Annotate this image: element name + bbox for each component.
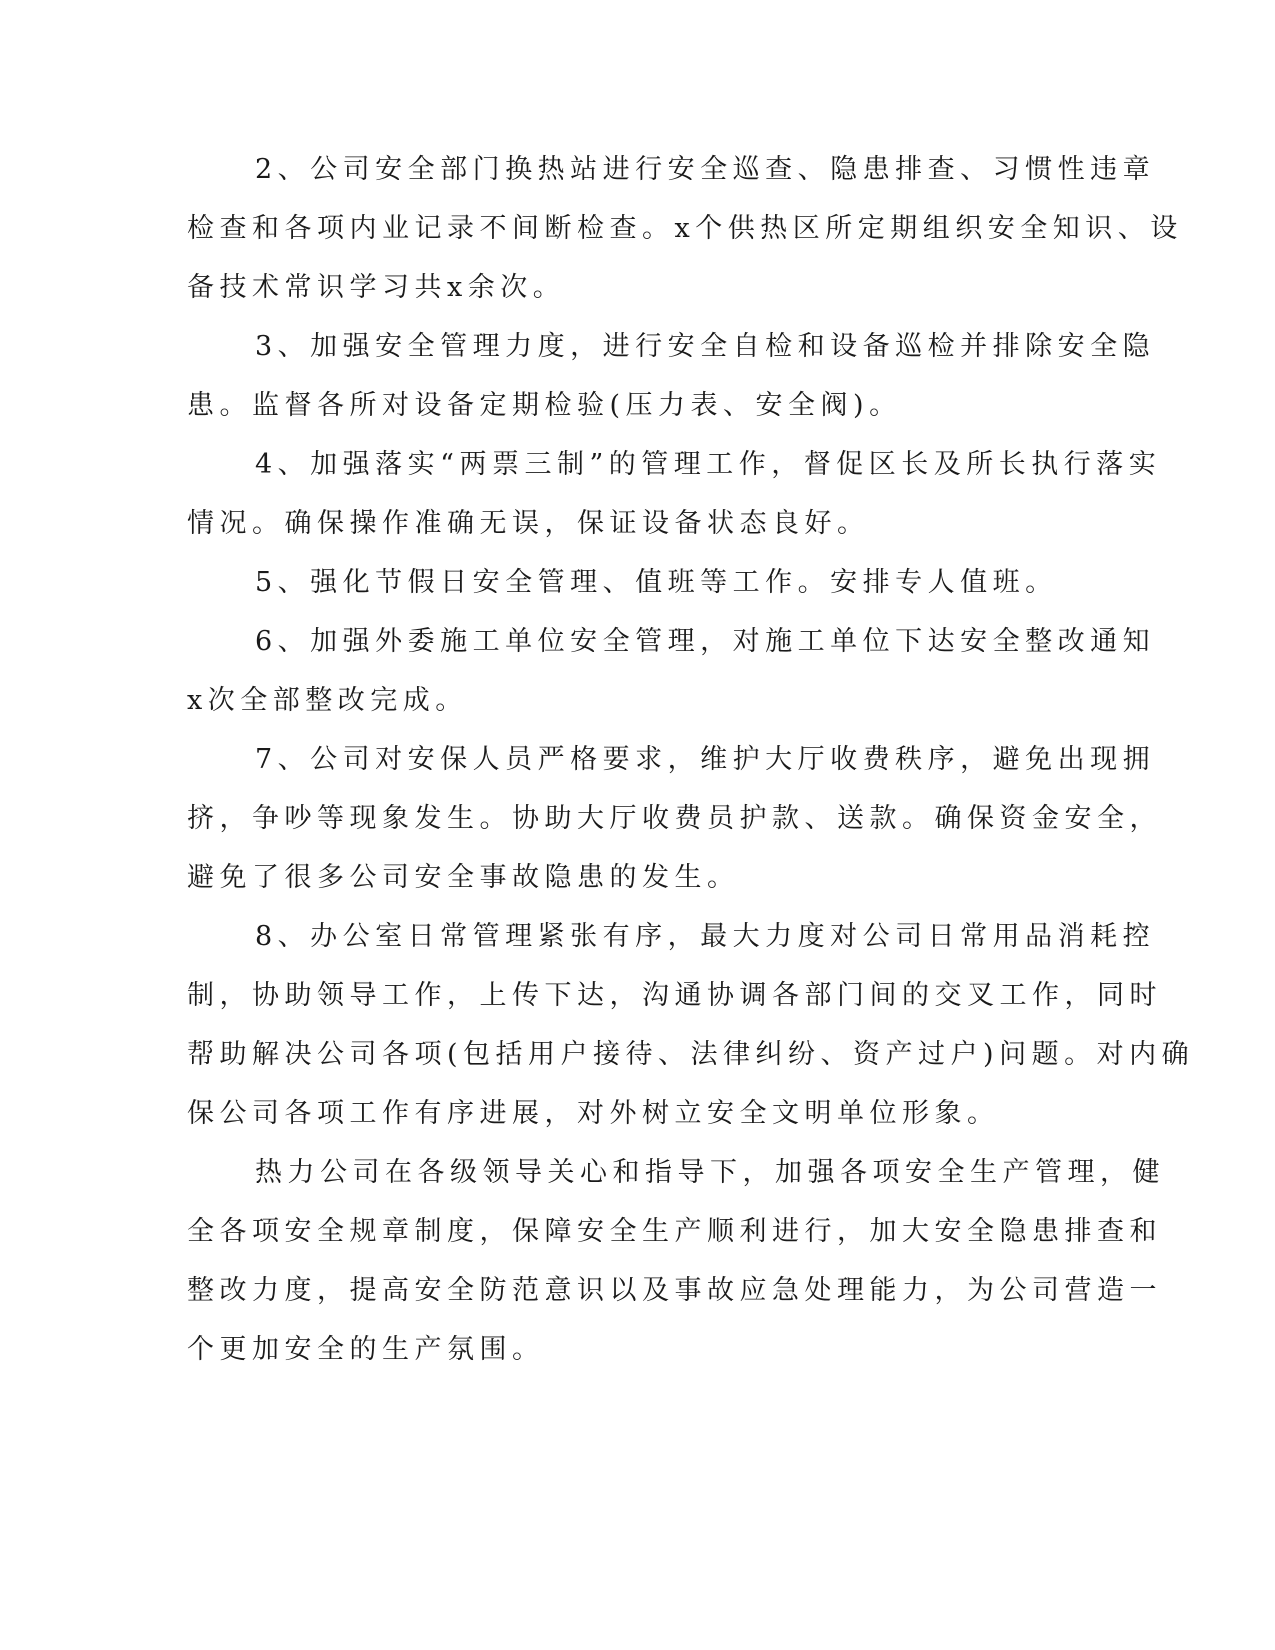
text-line: 患。监督各所对设备定期检验(压力表、安全阀)。 [187, 390, 902, 421]
text-line: x次全部整改完成。 [187, 685, 468, 716]
text-line: 热力公司在各级领导关心和指导下，加强各项安全生产管理，健 [255, 1157, 1165, 1188]
text-line: 备技术常识学习共x余次。 [187, 272, 566, 303]
text-line: 全各项安全规章制度，保障安全生产顺利进行，加大安全隐患排查和 [187, 1216, 1162, 1247]
text-line: 个更加安全的生产氛围。 [187, 1334, 545, 1365]
text-line: 制，协助领导工作，上传下达，沟通协调各部门间的交叉工作，同时 [187, 980, 1162, 1011]
text-line: 6、加强外委施工单位安全管理，对施工单位下达安全整改通知 [255, 626, 1156, 657]
text-line: 3、加强安全管理力度，进行安全自检和设备巡检并排除安全隐 [255, 331, 1156, 362]
text-line: 5、强化节假日安全管理、值班等工作。安排专人值班。 [255, 567, 1058, 598]
text-line: 2、公司安全部门换热站进行安全巡查、隐患排查、习惯性违章 [255, 154, 1156, 185]
text-line: 帮助解决公司各项(包括用户接待、法律纠纷、资产过户)问题。对内确 [187, 1039, 1195, 1070]
text-line: 情况。确保操作准确无误，保证设备状态良好。 [187, 508, 870, 539]
text-line: 整改力度，提高安全防范意识以及事故应急处理能力，为公司营造一 [187, 1275, 1162, 1306]
text-line: 检查和各项内业记录不间断检查。x个供热区所定期组织安全知识、设 [187, 213, 1183, 244]
text-line: 8、办公室日常管理紧张有序，最大力度对公司日常用品消耗控 [255, 921, 1156, 952]
text-line: 7、公司对安保人员严格要求，维护大厅收费秩序，避免出现拥 [255, 744, 1156, 775]
text-line: 保公司各项工作有序进展，对外树立安全文明单位形象。 [187, 1098, 1000, 1129]
text-line: 4、加强落实“两票三制”的管理工作，督促区长及所长执行落实 [255, 449, 1162, 480]
text-line: 避免了很多公司安全事故隐患的发生。 [187, 862, 740, 893]
text-line: 挤，争吵等现象发生。协助大厅收费员护款、送款。确保资金安全， [187, 803, 1162, 834]
